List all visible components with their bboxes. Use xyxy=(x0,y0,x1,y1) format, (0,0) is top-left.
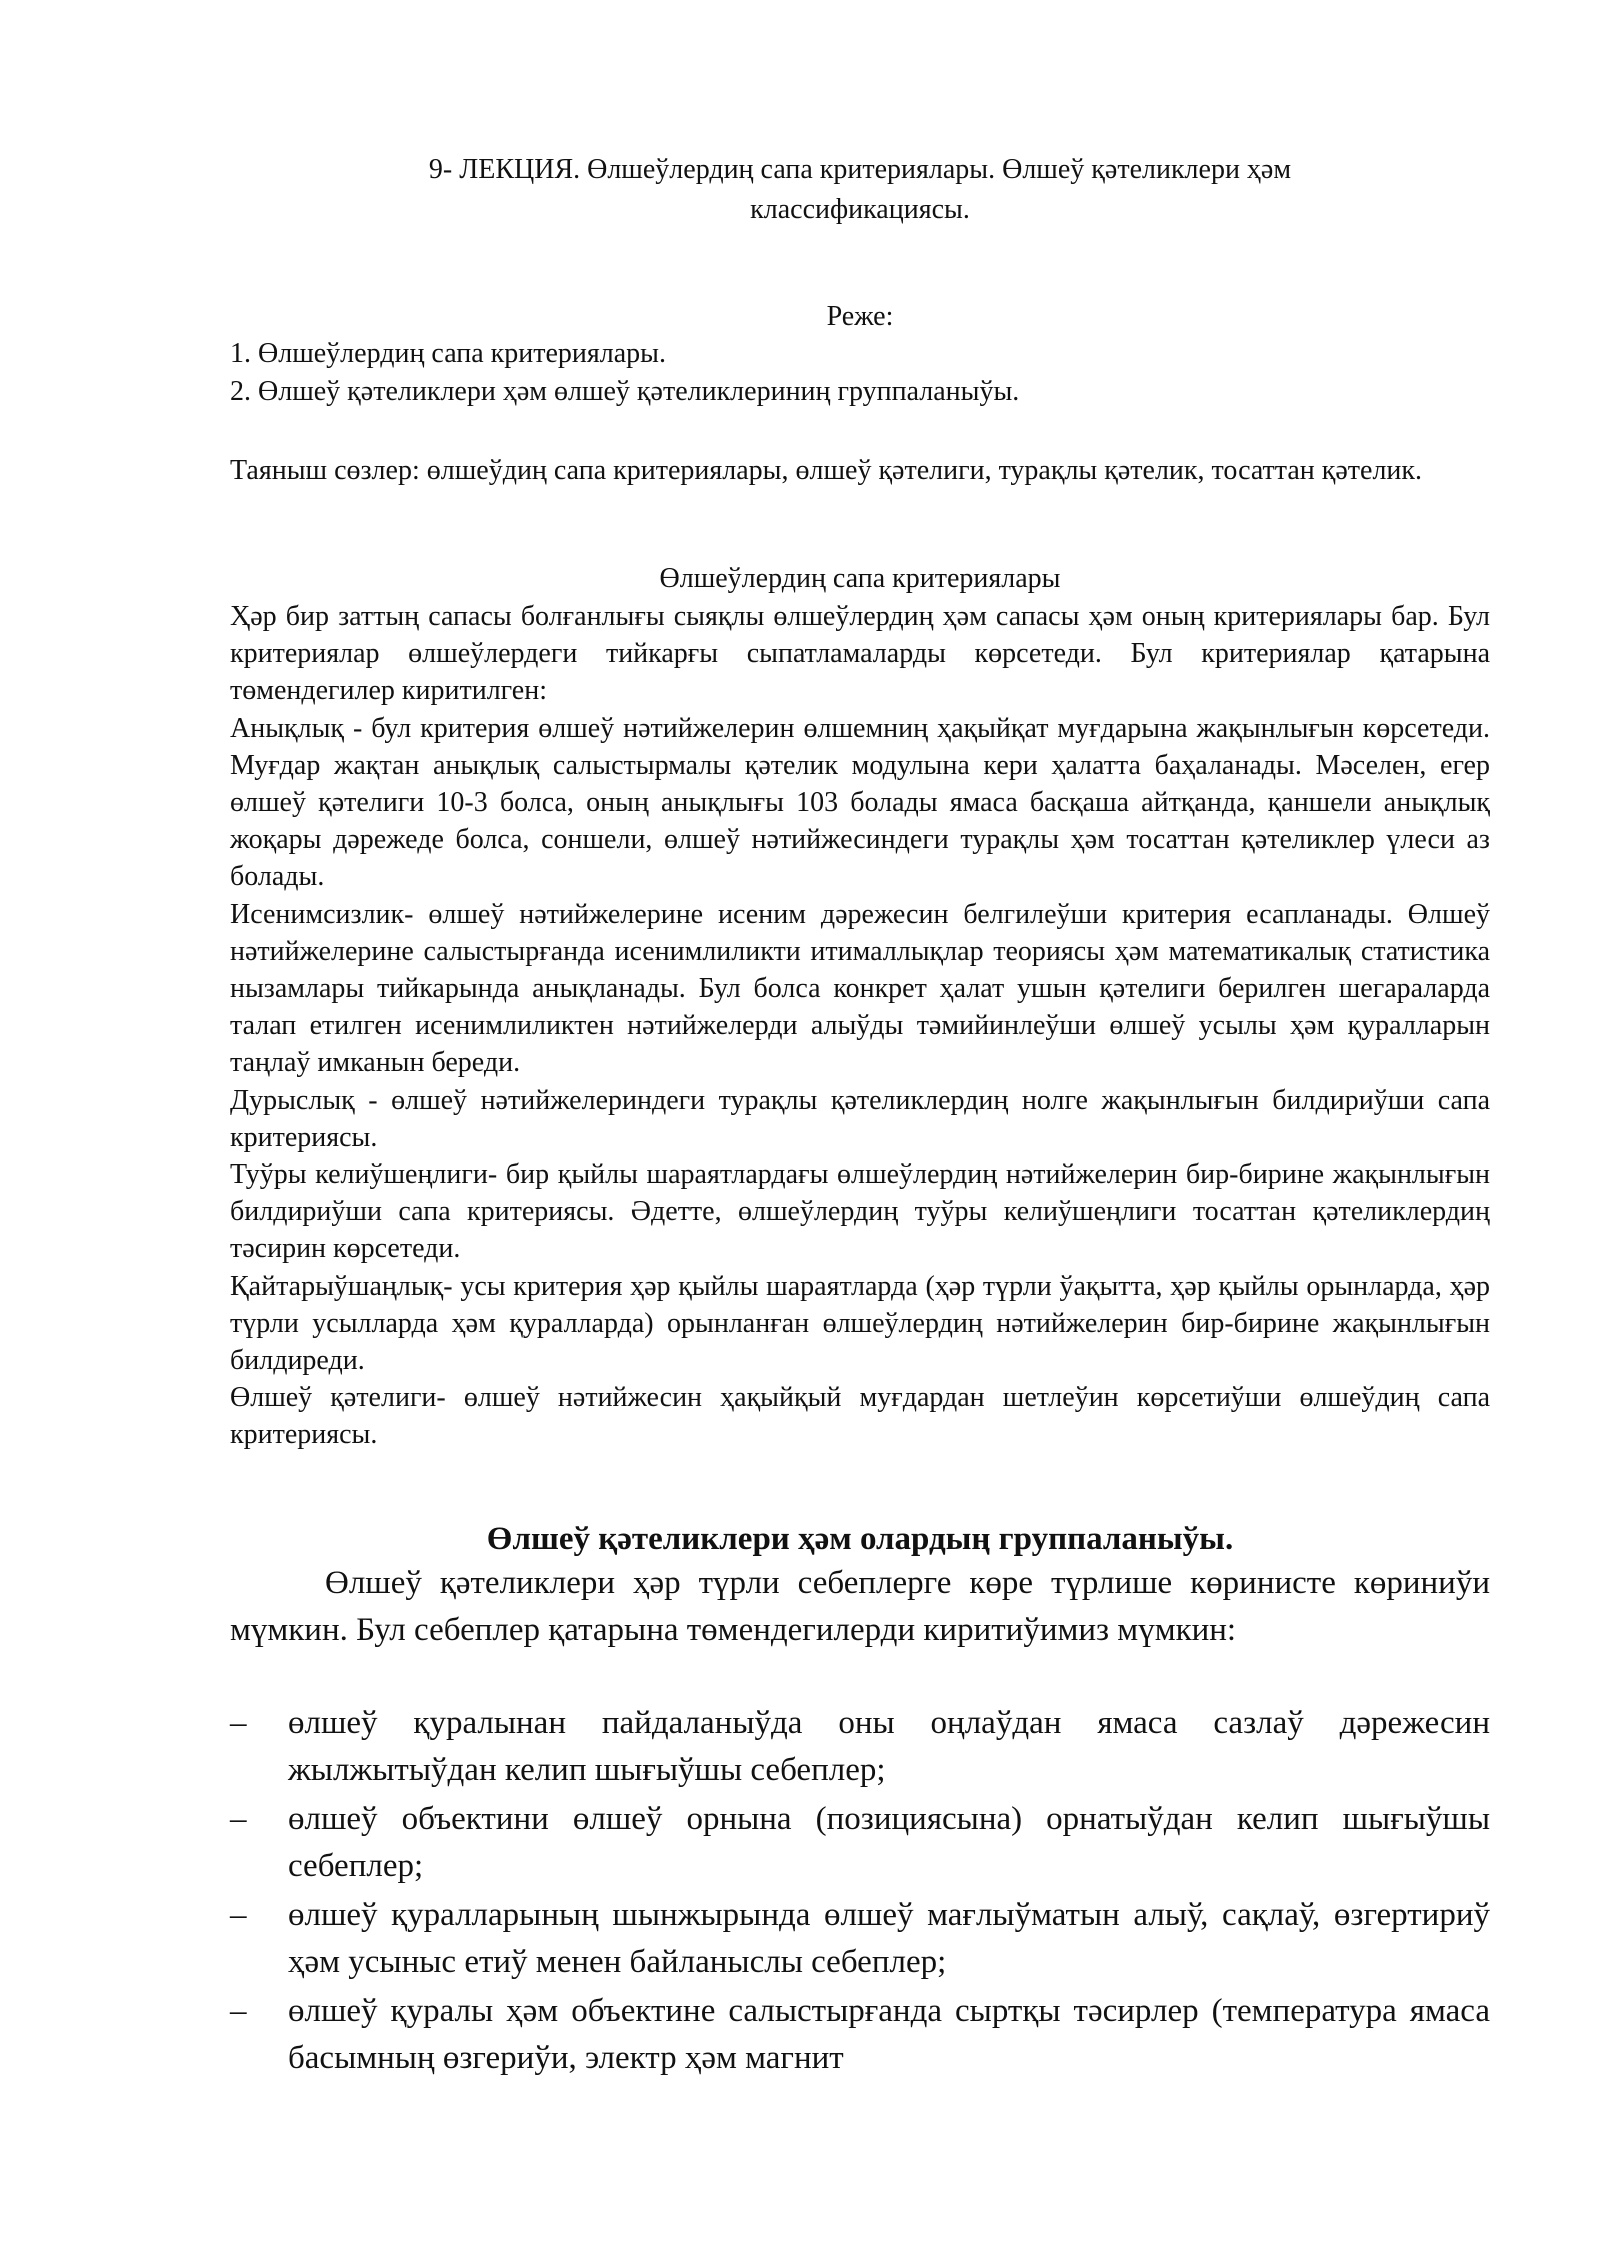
plan-item: 1. Өлшеўлердиң сапа критериялары. xyxy=(230,338,666,369)
section1-body xyxy=(230,598,1490,1454)
dash-bullet: – xyxy=(230,1993,247,2029)
list-item xyxy=(230,1988,1490,2082)
list-item-text: өлшеў объектини өлшеў орнына (позициясына) орнатыўдан келип шығыўшы себеплер; xyxy=(288,1801,1490,1884)
paragraph-intro: Ҳәр бир заттың сапасы болғанлығы сыяқлы өлшеўлердиң ҳәм сапасы ҳәм оның критериялары бар. Бул критериялар өлшеўлердеги тийкарғы сыпатламаларды көрсетеди. Бул критериялар қатарына төмендегилер киритилген: xyxy=(230,601,1490,707)
section1-heading: Өлшеўлердиң сапа критериялары xyxy=(659,563,1061,594)
paragraph-reliability: Исенимсизлик- өлшеў нәтийжелерине исеним дәрежесин белгилеўши критерия есапланады. Өлшеў нәтийжелерине салыстырғанда исенимлиликти итималлықлар теориясы ҳәм математикалық статистика нызамлары тийкарында анықланады. Бул болса конкрет ҳалат ушын қәтелиги берилген шегараларда талап етилген исенимлиликтен нәтийжелерди алыўды тәмийинлеўши өлшеў усылы ҳәм қуралларын таңлаў имканын береди. xyxy=(230,898,1490,1079)
paragraph-measurement-error: Өлшеў қәтелиги- өлшеў нәтийжесин ҳақыйқый муғдардан шетлеўин көрсетиўши өлшеўдиң сапа критериясы. xyxy=(230,1382,1490,1451)
lecture-title-line2: классификациясы. xyxy=(750,194,970,225)
list-item xyxy=(230,1700,1490,1794)
paragraph-correctness: Дурыслық - өлшеў нәтийжелериндеги турақлы қәтеликлердиң нолге жақынлығын билдириўши сапа критериясы. xyxy=(230,1084,1490,1153)
section2-heading: Өлшеў қәтеликлери ҳәм олардың группаланыўы. xyxy=(486,1521,1234,1557)
plan-heading: Реже: xyxy=(826,301,894,332)
causes-list xyxy=(230,1700,1490,2084)
dash-bullet: – xyxy=(230,1897,247,1933)
paragraph-accuracy: Анықлық - бул критерия өлшеў нәтийжелерин өлшемниң ҳақыйқат муғдарына жақынлығын көрсетеди. Муғдар жақтан анықлық салыстырмалы қәтелик модулына кери ҳалатта баҳаланады. Мәселен, егер өлшеў қәтелиги 10-3 болса, оның анықлығы 103 болады ямаса басқаша айтқанда, қаншели анықлық жоқары дәрежеде болса, соншели, өлшеў нәтийжесиндеги турақлы ҳәм тосаттан қәтеликлер үлеси аз болады. xyxy=(230,712,1490,893)
paragraph-reproducibility: Қайтарыўшаңлық- усы критерия ҳәр қыйлы шараятларда (ҳәр түрли ўақытта, ҳәр қыйлы орынларда, ҳәр түрли усылларда ҳәм қуралларда) орынланған өлшеўлердиң нәтийжелерин бир-бирине жақынлығын билдиреди. xyxy=(230,1270,1490,1377)
lecture-title-line1: 9- ЛЕКЦИЯ. Өлшеўлердиң сапа критериялары. Өлшеў қәтеликлери ҳәм xyxy=(428,154,1292,185)
dash-bullet: – xyxy=(230,1705,247,1741)
list-item xyxy=(230,1796,1490,1890)
lecture-title xyxy=(260,150,1460,230)
keywords-paragraph: Таяныш сөзлер: өлшеўдиң сапа критериялары, өлшеў қәтелиги, турақлы қәтелик, тосаттан қәтелик. xyxy=(230,455,1423,486)
list-item-text: өлшеў қуралы ҳәм объектине салыстырғанда сыртқы тәсирлер (температура ямаса басымның өзгериўи, электр ҳәм магнит xyxy=(288,1993,1490,2076)
list-item-text: өлшеў қуралынан пайдаланыўда оны оңлаўдан ямаса сазлаў дәрежесин жылжытыўдан келип шығыўшы себеплер; xyxy=(288,1705,1490,1788)
dash-bullet: – xyxy=(230,1801,247,1837)
list-item xyxy=(230,1892,1490,1986)
list-item-text: өлшеў қуралларының шынжырында өлшеў мағлыўматын алыў, сақлаў, өзгертириў ҳәм усыныс етиў менен байланыслы себеплер; xyxy=(288,1897,1490,1980)
section2-intro: Өлшеў қәтеликлери ҳәр түрли себеплерге көре түрлише көринисте көриниўи мүмкин. Бул себеплер қатарына төмендегилерди киритиўимиз мүмкин: xyxy=(230,1565,1490,1648)
plan-list xyxy=(230,335,1490,411)
plan-item: 2. Өлшеў қәтеликлери ҳәм өлшеў қәтеликлериниң группаланыўы. xyxy=(230,376,1020,407)
paragraph-convergence: Туўры келиўшеңлиги- бир қыйлы шараятлардағы өлшеўлердиң нәтийжелерин бир-бирине жақынлығын билдириўши сапа критериясы. Әдетте, өлшеўлердиң туўры келиўшеңлиги тосаттан қәтеликлердиң тәсирин көрсетеди. xyxy=(230,1159,1490,1265)
